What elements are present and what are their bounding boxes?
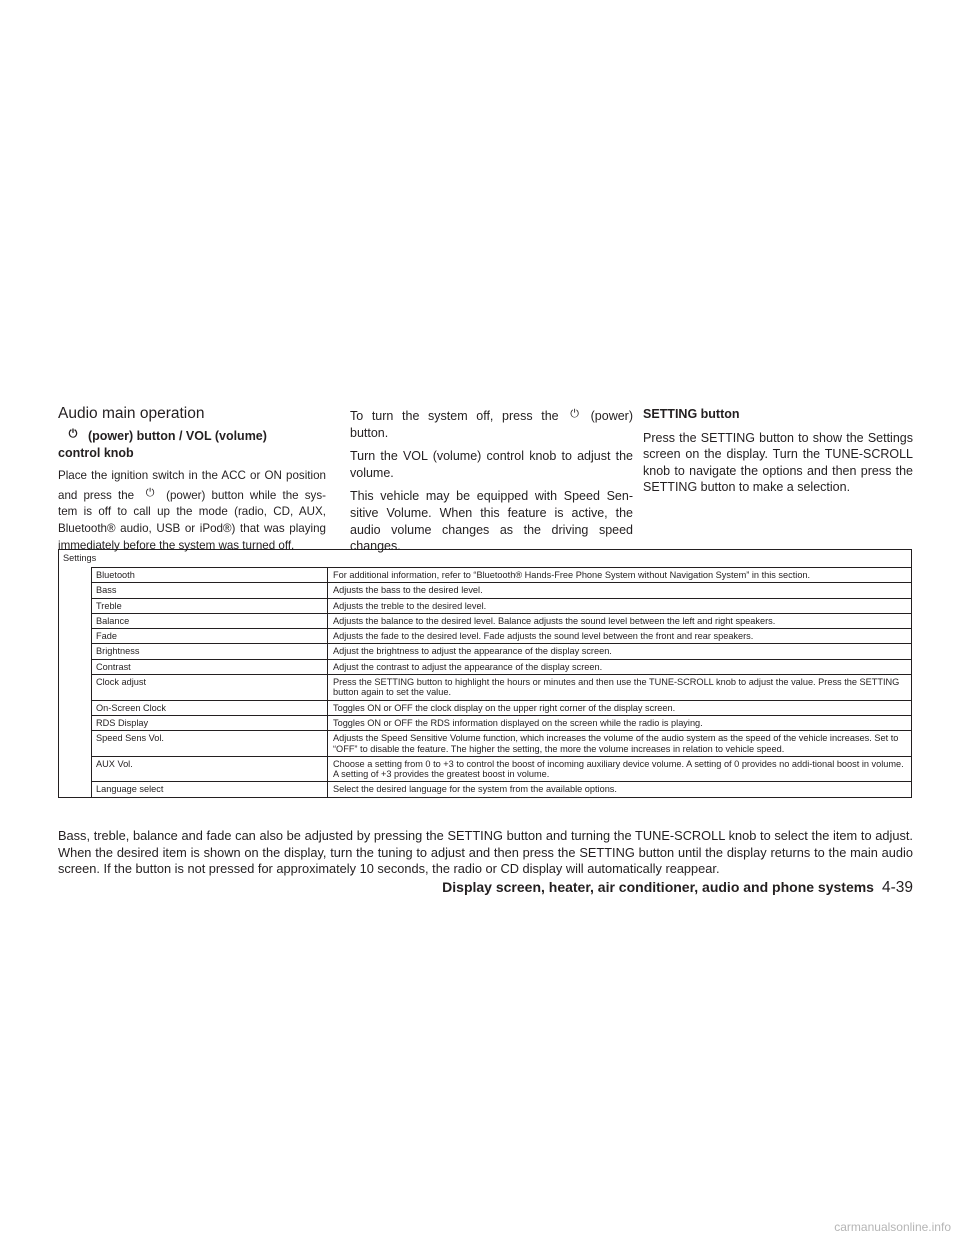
- volume-paragraph: Turn the VOL (volume) control knob to adjust the volume.: [350, 449, 633, 480]
- setting-description: Select the desired language for the system from the available options.: [327, 782, 911, 796]
- setting-name: Treble: [96, 600, 122, 611]
- settings-table-header: Settings: [63, 553, 97, 563]
- setting-button-paragraph: Press the SETTING button to show the Settings screen on the display. Turn the TUNE-SCROLL knob to navigate the options and then press the SETTING button to make a selection.: [643, 430, 913, 495]
- table-row: [92, 567, 911, 582]
- setting-name: Contrast: [96, 661, 131, 672]
- turn-off-a: To turn the system off, press the: [350, 409, 559, 423]
- setting-description: Choose a setting from 0 to +3 to control the boost of incoming auxiliary device volume. A setting of 0 provides no addi-tional boost in volume. A setting of +3 provides the greatest boost in volume.: [327, 757, 911, 782]
- power-vol-heading: [58, 426, 326, 461]
- speed-sensitive-paragraph: This vehicle may be equipped with Speed Sen-sitive Volume. When this feature is active, the audio volume changes as the driving speed changes.: [350, 489, 633, 554]
- table-row: [92, 643, 911, 658]
- setting-description: Press the SETTING button to highlight the hours or minutes and then use the TUNE-SCROLL knob to adjust the value. Press the SETTING button again to set the value.: [327, 675, 911, 700]
- table-row: [92, 700, 911, 715]
- turn-off-paragraph: [350, 406, 633, 441]
- section-title: Audio main operation: [58, 405, 205, 422]
- setting-description: Adjust the contrast to adjust the appearance of the display screen.: [327, 660, 911, 674]
- footer-chapter: Display screen, heater, air conditioner, audio and phone systems: [442, 879, 874, 895]
- setting-description: Adjusts the Speed Sensitive Volume function, which increases the volume of the audio system as the speed of the vehicle increases. Set to “OFF” to disable the feature. The higher the setting, the more the volume increases in relation to vehicle speed.: [327, 731, 911, 756]
- setting-button-heading: SETTING button: [643, 407, 740, 421]
- setting-description: Adjusts the bass to the desired level.: [327, 583, 911, 597]
- table-row: [92, 781, 911, 796]
- power-icon: ⏻: [145, 486, 155, 499]
- table-row: [92, 582, 911, 597]
- setting-description: For additional information, refer to “Bluetooth® Hands-Free Phone System without Navigation System” in this section.: [327, 568, 911, 582]
- setting-description: Adjusts the fade to the desired level. Fade adjusts the sound level between the front and rear speakers.: [327, 629, 911, 643]
- setting-name: AUX Vol.: [96, 758, 133, 769]
- page-footer: [430, 879, 913, 897]
- setting-name: Bluetooth: [96, 570, 135, 580]
- watermark: carmanualsonline.info: [834, 1220, 951, 1234]
- table-row: [92, 598, 911, 613]
- setting-name: Clock adjust: [96, 677, 147, 688]
- turn-off-b: (power) button.: [350, 409, 633, 440]
- table-row: [92, 659, 911, 674]
- setting-name: Bass: [96, 585, 117, 596]
- setting-name: Balance: [96, 615, 130, 626]
- column-3: [643, 406, 913, 503]
- setting-name: Fade: [96, 631, 117, 642]
- setting-name: Speed Sens Vol.: [96, 733, 164, 744]
- table-row: [92, 756, 911, 782]
- setting-description: Adjusts the treble to the desired level.: [327, 599, 911, 613]
- table-row: [92, 715, 911, 730]
- setting-name: On-Screen Clock: [96, 702, 166, 713]
- bottom-paragraph: Bass, treble, balance and fade can also be adjusted by pressing the SETTING button and turning the TUNE-SCROLL knob to select the item to adjust. When the desired item is shown on the display, turn the tuning to adjust and then press the SETTING button until the display returns to the main audio screen. If the button is not pressed for approximately 10 seconds, the radio or CD display will automatically reappear.: [58, 828, 913, 877]
- heading-part2: control knob: [58, 445, 134, 460]
- power-icon: ⏻: [68, 428, 78, 440]
- settings-table: [58, 549, 912, 798]
- setting-description: Toggles ON or OFF the clock display on the upper right corner of the display screen.: [327, 701, 911, 715]
- heading-part1: (power) button / VOL (volume): [88, 429, 267, 443]
- column-1: [58, 426, 326, 561]
- power-paragraph: [58, 468, 326, 554]
- page-number: 4-39: [881, 879, 913, 896]
- power-paragraph-b: (power) button while the sys-tem is off to call up the mode (radio, CD, AUX, Bluetooth® audio, USB or iPod®) that was playing immediately before the system was turned off.: [58, 488, 326, 552]
- table-row: [92, 730, 911, 756]
- table-row: [92, 613, 911, 628]
- setting-name: Brightness: [96, 646, 140, 657]
- power-icon: ⏻: [570, 408, 579, 420]
- column-2: [350, 406, 633, 562]
- setting-name: RDS Display: [96, 717, 149, 728]
- setting-description: Adjust the brightness to adjust the appearance of the display screen.: [327, 644, 911, 658]
- setting-description: Adjusts the balance to the desired level. Balance adjusts the sound level between the left and right speakers.: [327, 614, 911, 628]
- power-paragraph-a: Place the ignition switch in the ACC or ON position and press the: [58, 469, 326, 502]
- settings-table-rows: [91, 567, 911, 797]
- setting-name: Language select: [96, 784, 164, 795]
- setting-description: Toggles ON or OFF the RDS information displayed on the screen while the radio is playing.: [327, 716, 911, 730]
- table-row: [92, 674, 911, 700]
- table-row: [92, 628, 911, 643]
